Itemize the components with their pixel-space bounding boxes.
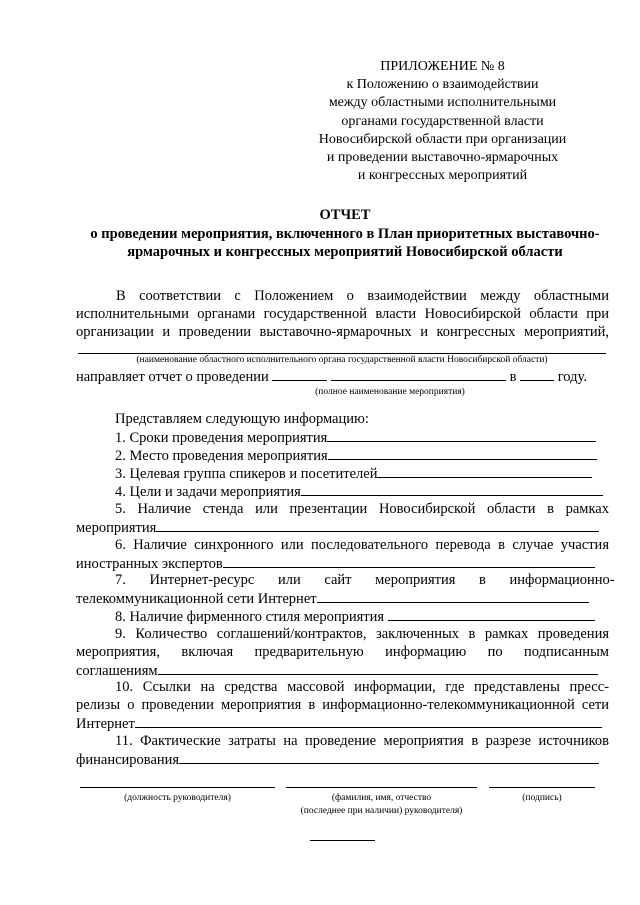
position-caption: (должность руководителя): [124, 793, 231, 803]
full-name-caption-cont: (последнее при наличии) руководителя): [300, 806, 463, 816]
year-field[interactable]: [520, 368, 554, 381]
item-2-field[interactable]: [328, 447, 597, 460]
item-label: финансирования: [76, 752, 180, 768]
item-7-field[interactable]: [317, 590, 589, 603]
item-6: 6. Наличие синхронного или последовательного перевода в случае участия: [115, 537, 609, 553]
item-7-cont: [76, 590, 609, 608]
item-label: соглашениям: [76, 663, 158, 679]
info-lead: Представляем следующую информацию:: [115, 411, 369, 427]
in-label: в: [509, 369, 517, 385]
item-9: 9. Количество соглашений/контрактов, заключенных в рамках проведения: [115, 626, 609, 642]
appendix-line: и проведении выставочно-ярмарочных: [326, 150, 559, 166]
appendix-line: органами государственной власти: [341, 113, 544, 129]
item-1: [115, 429, 640, 447]
item-label: 3. Целевая группа спикеров и посетителей: [115, 466, 378, 482]
item-11: 11. Фактические затраты на проведение мероприятия в разрезе источников: [115, 733, 609, 749]
item-9-cont: мероприятия, включая предварительную информацию по подписанным: [76, 644, 609, 660]
appendix-line: между областными исполнительными: [328, 95, 557, 111]
item-2: [115, 447, 640, 465]
appendix-line: к Положению о взаимодействии: [346, 77, 539, 93]
item-10-cont2: [76, 715, 609, 733]
item-5-cont: [76, 519, 609, 537]
item-label: 1. Сроки проведения мероприятия: [115, 430, 328, 446]
item-3-field[interactable]: [377, 465, 592, 478]
event-type-field[interactable]: [272, 368, 327, 381]
sends-report-label: направляет отчет о проведении: [76, 369, 269, 385]
item-11-field[interactable]: [179, 751, 599, 764]
end-of-document-line: [310, 840, 375, 841]
item-label: 8. Наличие фирменного стиля мероприятия: [115, 609, 385, 625]
title-subtitle: о проведении мероприятия, включенного в План приоритетных выставочно-: [90, 225, 600, 242]
org-name-field[interactable]: [78, 353, 606, 354]
item-7: 7. Интернет-ресурс или сайт мероприятия в информационно-: [115, 572, 615, 588]
item-1-field[interactable]: [327, 429, 596, 442]
position-field[interactable]: [80, 787, 275, 788]
item-6-field[interactable]: [223, 555, 595, 568]
item-11-cont: [76, 751, 609, 769]
item-6-cont: [76, 555, 609, 573]
title-subtitle: ярмарочных и конгрессных мероприятий Новосибирской области: [127, 244, 563, 260]
report-title: [60, 206, 630, 262]
org-name-caption: (наименование областного исполнительного органа государственной власти Новосибирской области): [136, 355, 548, 365]
item-4-field[interactable]: [301, 483, 603, 496]
item-3: [115, 465, 640, 483]
item-9-field[interactable]: [158, 662, 598, 675]
signature-field[interactable]: [489, 787, 595, 788]
item-10-cont: релизы о проведении мероприятия в информационно-телекоммуникационной сети: [76, 697, 609, 713]
signature-caption: (подпись): [522, 793, 562, 803]
item-8-field[interactable]: [388, 608, 595, 621]
item-8: [115, 608, 640, 626]
item-10: 10. Ссылки на средства массовой информации, где представлены пресс-: [115, 679, 609, 695]
item-4: [115, 483, 640, 501]
full-name-field[interactable]: [286, 787, 477, 788]
item-5-field[interactable]: [156, 519, 599, 532]
item-5: 5. Наличие стенда или презентации Новосибирской области в рамках: [115, 501, 609, 517]
item-label: телекоммуникационной сети Интернет: [76, 591, 317, 607]
event-name-field[interactable]: [331, 368, 506, 381]
item-label: Интернет: [76, 716, 135, 732]
intro-line: В соответствии с Положением о взаимодействии между областными: [116, 288, 609, 304]
intro-line: исполнительными органами государственной власти Новосибирской области при: [76, 306, 609, 322]
title-main: ОТЧЕТ: [319, 207, 371, 223]
item-10-field[interactable]: [135, 715, 602, 728]
event-name-caption: (полное наименование мероприятия): [315, 387, 465, 397]
item-label: 2. Место проведения мероприятия: [115, 448, 328, 464]
appendix-line: и конгрессных мероприятий: [357, 168, 528, 184]
sends-report-line: [76, 368, 609, 386]
item-label: 4. Цели и задачи мероприятия: [115, 484, 301, 500]
item-label: мероприятия: [76, 520, 157, 536]
appendix-number: ПРИЛОЖЕНИЕ № 8: [380, 59, 505, 74]
appendix-header: [300, 58, 585, 185]
year-label: году.: [557, 369, 587, 385]
item-9-cont2: [76, 662, 609, 680]
intro-line: организации и проведении выставочно-ярмарочных и конгрессных мероприятий,: [76, 324, 609, 340]
full-name-caption: (фамилия, имя, отчество: [331, 793, 432, 803]
appendix-line: Новосибирской области при организации: [318, 131, 567, 147]
item-label: иностранных экспертов: [76, 556, 223, 572]
